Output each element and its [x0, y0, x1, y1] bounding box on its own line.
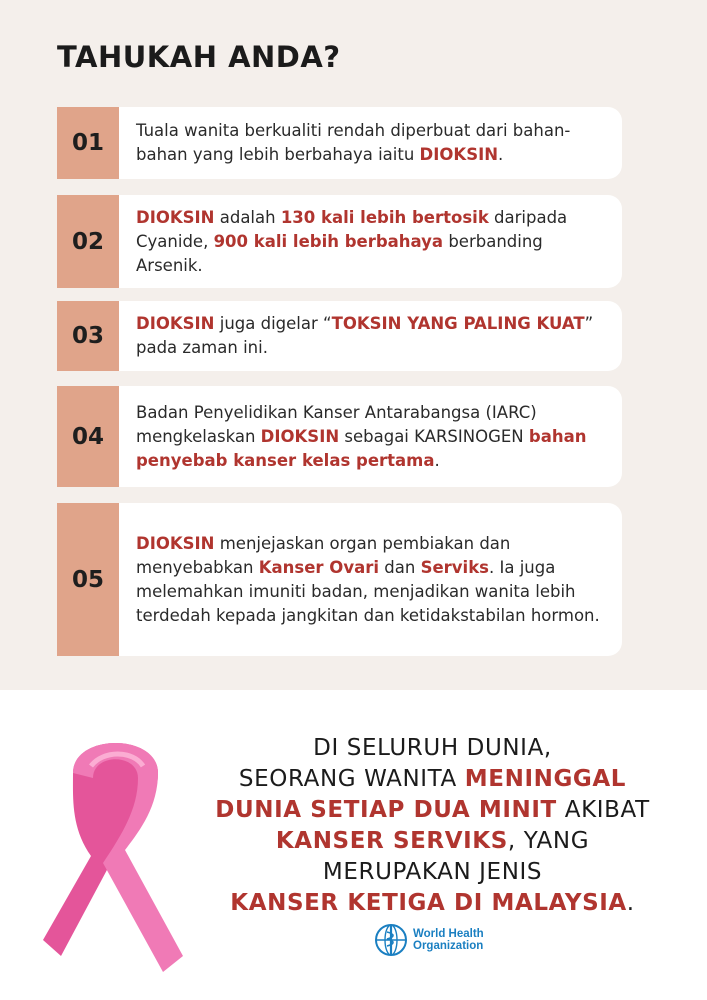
fact-text-segment: dan [379, 557, 421, 577]
message-line: DI SELURUH DUNIA, [313, 735, 552, 761]
fact-highlight: DIOKSIN [136, 314, 215, 333]
fact-text [136, 206, 608, 278]
fact-number: 02 [57, 195, 119, 288]
fact-text [136, 312, 608, 360]
message-text: AKIBAT [556, 797, 650, 823]
fact-highlight: Serviks [420, 557, 489, 577]
fact-text [136, 532, 608, 628]
awareness-message [200, 733, 665, 919]
fact-highlight: DIOKSIN [136, 533, 215, 553]
fact-number: 01 [57, 107, 119, 179]
message-text: , YANG [507, 828, 590, 854]
who-name-line2: Organization [413, 940, 484, 952]
message-line: MERUPAKAN JENIS [322, 859, 543, 885]
who-name-line1: World Health [413, 928, 484, 940]
fact-text-segment: sebagai KARSINOGEN [339, 426, 529, 446]
fact-text [136, 401, 608, 473]
fact-text-segment: ” pada zaman ini. [136, 314, 594, 357]
fact-text-segment: adalah [214, 207, 281, 227]
page-title: TAHUKAH ANDA? [57, 40, 341, 74]
who-emblem-icon [373, 922, 409, 958]
message-highlight: MENINGGAL [464, 766, 627, 792]
fact-highlight: Kanser Ovari [258, 557, 380, 577]
fact-card [119, 107, 622, 179]
fact-text-segment: juga digelar “ [214, 314, 332, 333]
fact-highlight: bahan penyebab kanser kelas pertama [136, 426, 587, 470]
fact-card [119, 386, 622, 487]
fact-item-3 [57, 301, 622, 371]
fact-text-segment: menjejaskan organ pembiakan dan menyebabkan [136, 533, 511, 577]
message-highlight: DUNIA SETIAP DUA MINIT [215, 797, 557, 823]
message-highlight: KANSER KETIGA DI MALAYSIA [230, 890, 627, 916]
fact-highlight: DIOKSIN [136, 207, 215, 227]
message-text: . [626, 890, 635, 916]
fact-highlight: 900 kali lebih berbahaya [213, 231, 444, 251]
fact-text-segment: Badan Penyelidikan Kanser Antarabangsa (IARC) mengkelaskan [136, 402, 537, 446]
fact-number: 03 [57, 301, 119, 371]
pink-ribbon-icon [33, 728, 198, 978]
fact-item-1 [57, 107, 622, 179]
fact-item-5 [57, 503, 622, 656]
fact-item-2 [57, 195, 622, 288]
fact-card [119, 195, 622, 288]
fact-number: 05 [57, 503, 119, 656]
message-highlight: KANSER SERVIKS [275, 828, 508, 854]
fact-text-segment: . Ia juga melemahkan imuniti badan, menjadikan wanita lebih terdedah kepada jangkitan dan ketidakstabilan hormon. [136, 557, 600, 625]
fact-highlight: TOKSIN YANG PALING KUAT [331, 314, 585, 333]
who-logo [373, 922, 484, 958]
fact-text [136, 119, 608, 167]
fact-item-4 [57, 386, 622, 487]
message-text: SEORANG WANITA [238, 766, 465, 792]
fact-highlight: DIOKSIN [419, 145, 499, 164]
fact-highlight: DIOKSIN [260, 426, 340, 446]
fact-text-segment: Tuala wanita berkualiti rendah diperbuat dari bahan-bahan yang lebih berbahaya iaitu [136, 121, 571, 164]
fact-text-segment: . [434, 450, 440, 470]
fact-text-segment: . [498, 145, 504, 164]
fact-text-segment: berbanding Arsenik. [136, 231, 543, 275]
fact-text-segment: daripada Cyanide, [136, 207, 568, 251]
fact-number: 04 [57, 386, 119, 487]
fact-card [119, 503, 622, 656]
fact-highlight: 130 kali lebih bertosik [280, 207, 489, 227]
fact-card [119, 301, 622, 371]
